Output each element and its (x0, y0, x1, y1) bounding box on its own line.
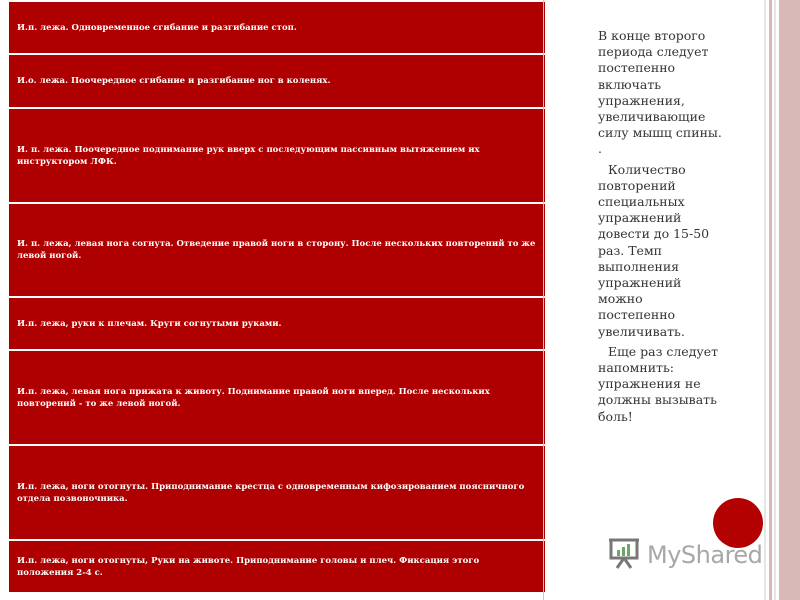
frame-band (779, 0, 800, 600)
frame-stripe (769, 0, 772, 600)
table-cell: И.п. лежа, левая нога прижата к животу. Поднимание правой ноги вперед. После нескольких повторений - то же левой ногой. (9, 350, 545, 445)
table-cell: И. п. лежа. Поочередное поднимание рук вверх с последующим пассивным вытяжением их инструктором ЛФК. (9, 108, 545, 203)
table-cell: И.п. лежа. Одновременное сгибание и разгибание стоп. (9, 2, 545, 54)
table-row (9, 350, 545, 445)
watermark-text: MyShared (647, 541, 763, 569)
table-row (9, 2, 545, 54)
table-cell: И.п. лежа, руки к плечам. Круги согнутыми руками. (9, 297, 545, 350)
paragraph: Количество повторений специальных упражнений довести до 15-50 раз. Темп выполнения упражнений можно постепенно увеличивать. (598, 161, 710, 339)
table-row (9, 203, 545, 297)
frame-stripe (764, 0, 766, 600)
watermark (607, 535, 767, 575)
table-cell: И. п. лежа, левая нога согнута. Отведение правой ноги в сторону. После нескольких повторений то же левой ногой. (9, 203, 545, 297)
table-row (9, 108, 545, 203)
table-row (9, 54, 545, 108)
paragraph: В конце второго периода следует постепенно включать упражнения, увеличивающие силу мышц спины. . (598, 28, 722, 157)
presentation-board-icon (607, 536, 641, 574)
table-row (9, 445, 545, 540)
table-cell: И.о. лежа. Поочередное сгибание и разгибание ног в коленях. (9, 54, 545, 108)
table-cell: И.п. лежа, ноги отогнуты. Приподнимание крестца с одновременным кифозированием поясничного отдела позвоночника. (9, 445, 545, 540)
table-row (9, 540, 545, 592)
divider (543, 0, 544, 600)
table-row (9, 297, 545, 350)
exercise-table (9, 2, 545, 592)
frame-stripe (774, 0, 776, 600)
body-text (598, 28, 723, 429)
table-cell: И.п. лежа, ноги отогнуты, Руки на животе. Приподнимание головы и плеч. Фиксация этого положения 2-4 с. (9, 540, 545, 592)
paragraph: Еще раз следует напомнить: упражнения не должны вызывать боль! (598, 343, 719, 424)
